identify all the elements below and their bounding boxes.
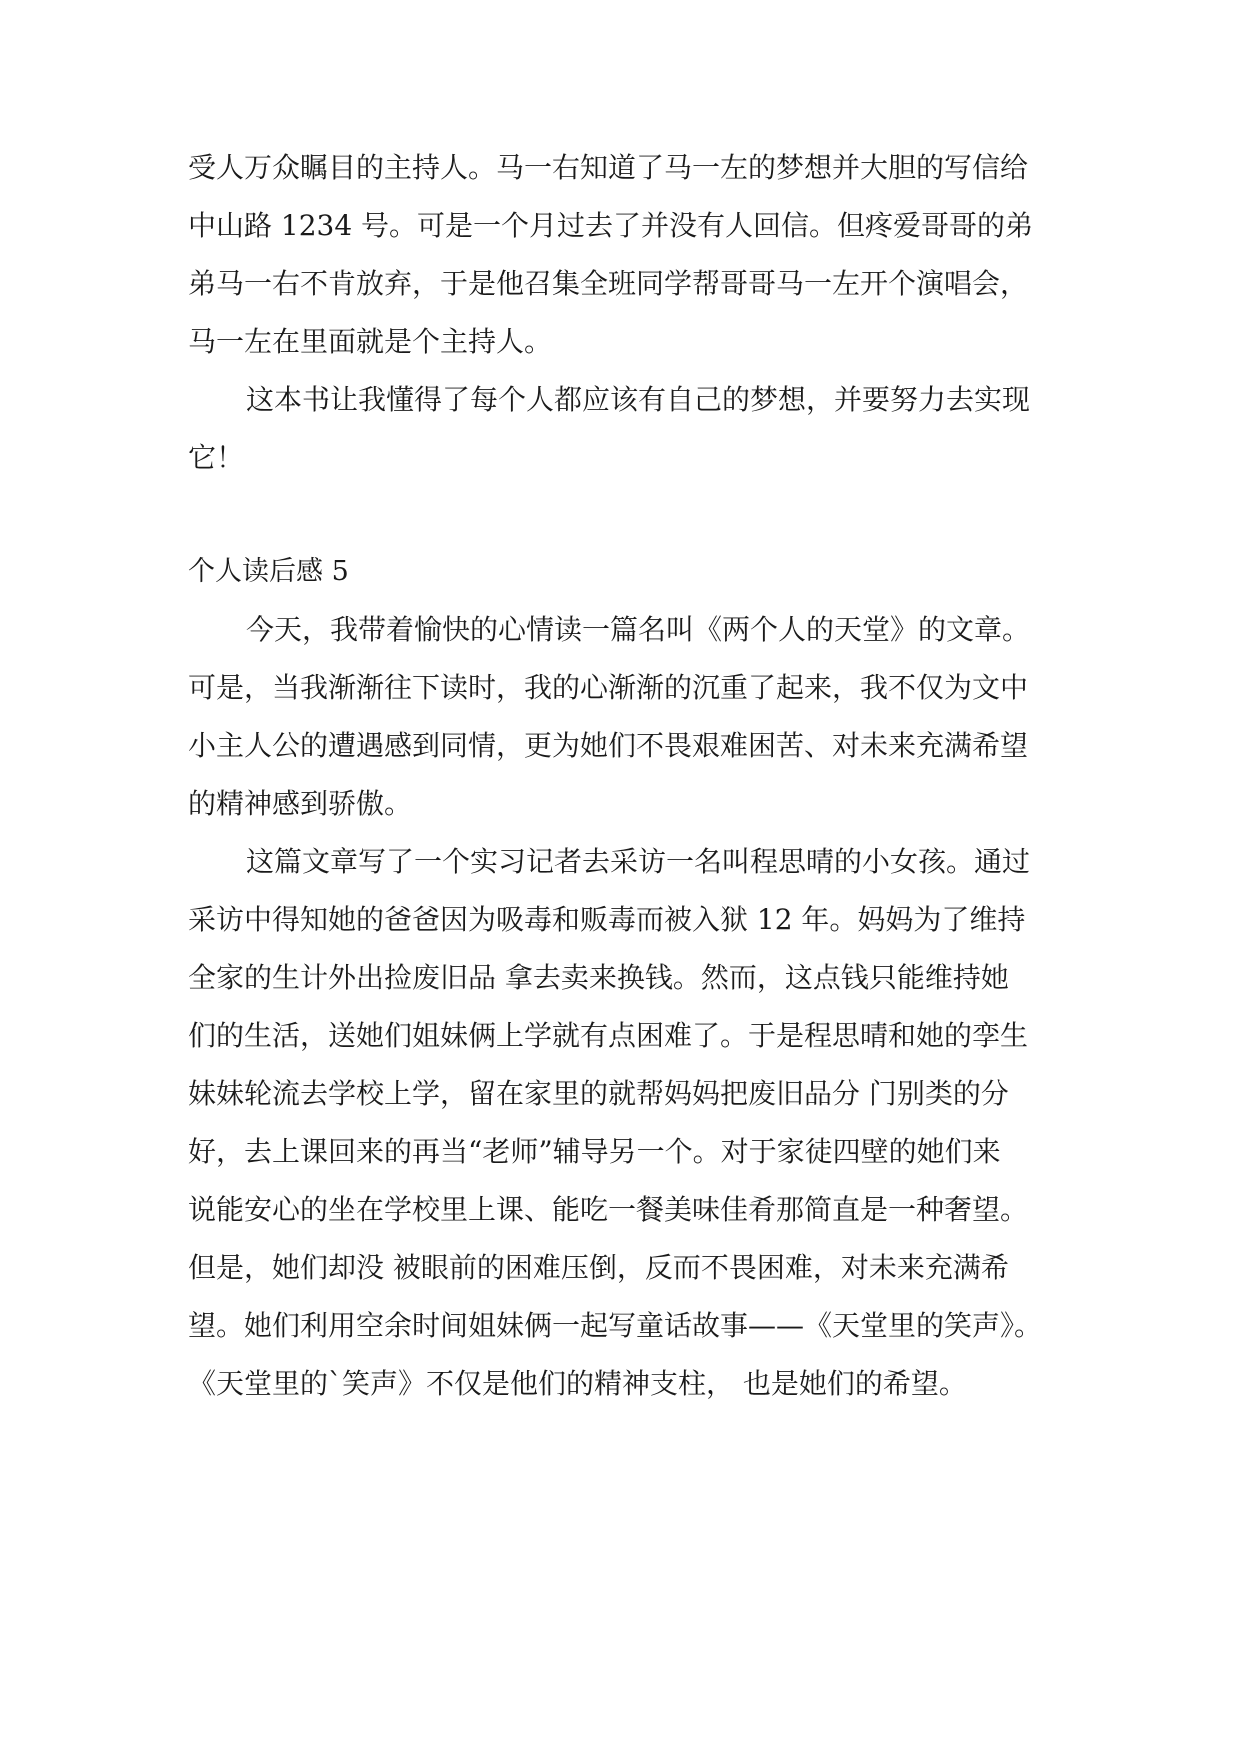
paragraph-line: 受人万众瞩目的主持人。马一右知道了马一左的梦想并大胆的写信给 bbox=[188, 151, 1029, 184]
paragraph-line: 它！ bbox=[188, 441, 245, 474]
section-heading: 个人读后感 5 bbox=[188, 556, 349, 587]
paragraph-line: 《天堂里的`笑声》不仅是他们的精神支柱， 也是她们的希望。 bbox=[188, 1367, 967, 1400]
paragraph-line: 望。她们利用空余时间姐妹俩一起写童话故事——《天堂里的笑声》。 bbox=[188, 1309, 1043, 1342]
paragraph-line: 中山路 1234 号。可是一个月过去了并没有人回信。但疼爱哥哥的弟 bbox=[188, 209, 1034, 242]
paragraph-line: 说能安心的坐在学校里上课、能吃一餐美味佳肴那简直是一种奢望。 bbox=[188, 1193, 1029, 1226]
paragraph-line: 小主人公的遭遇感到同情，更为她们不畏艰难困苦、对未来充满希望 bbox=[188, 729, 1029, 762]
paragraph-line: 采访中得知她的爸爸因为吸毒和贩毒而被入狱 12 年。妈妈为了维持 bbox=[188, 903, 1026, 936]
paragraph-line: 弟马一右不肯放弃，于是他召集全班同学帮哥哥马一左开个演唱会， bbox=[188, 267, 1029, 300]
paragraph-line: 这本书让我懂得了每个人都应该有自己的梦想，并要努力去实现 bbox=[246, 383, 1031, 416]
paragraph-line: 这篇文章写了一个实习记者去采访一名叫程思晴的小女孩。通过 bbox=[246, 845, 1031, 878]
paragraph-line: 但是，她们却没 被眼前的困难压倒，反而不畏困难，对未来充满希 bbox=[188, 1251, 1009, 1284]
paragraph-line: 马一左在里面就是个主持人。 bbox=[188, 325, 553, 358]
paragraph-line: 全家的生计外出捡废旧品 拿去卖来换钱。然而，这点钱只能维持她 bbox=[188, 961, 1009, 994]
paragraph-line: 可是，当我渐渐往下读时，我的心渐渐的沉重了起来，我不仅为文中 bbox=[188, 671, 1029, 704]
paragraph-line: 今天，我带着愉快的心情读一篇名叫《两个人的天堂》的文章。 bbox=[246, 613, 1031, 646]
paragraph-line: 的精神感到骄傲。 bbox=[188, 787, 413, 820]
paragraph-line: 好，去上课回来的再当“老师”辅导另一个。对于家徒四壁的她们来 bbox=[188, 1135, 1001, 1168]
paragraph-line: 妹妹轮流去学校上学，留在家里的就帮妈妈把废旧品分 门别类的分 bbox=[188, 1077, 1009, 1110]
paragraph-line: 们的生活，送她们姐妹俩上学就有点困难了。于是程思晴和她的孪生 bbox=[188, 1019, 1029, 1052]
